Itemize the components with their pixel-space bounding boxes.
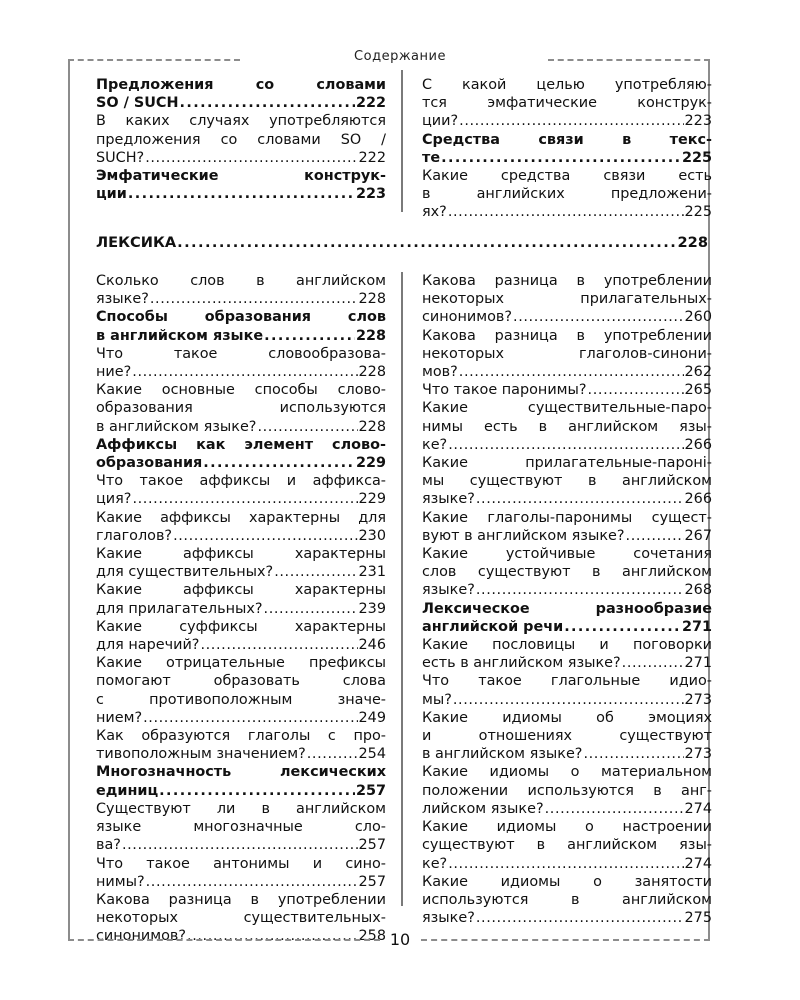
toc-entry-text: помогают образовать слова	[96, 673, 386, 690]
leader-dots	[264, 327, 355, 345]
toc-entry-text: те	[422, 149, 441, 166]
toc-entry-text: Многозначность лексических	[96, 764, 386, 781]
leader-dots	[622, 654, 684, 672]
leader-dots	[564, 618, 681, 636]
toc-page-number: 229	[355, 455, 386, 472]
toc-entry-text: Какие идиомы о материальном	[422, 764, 712, 781]
toc-entry-text: Какие идиомы о настроении	[422, 819, 712, 836]
toc-entry-text: Какова разница в употреблении	[422, 273, 712, 289]
running-header: Содержание	[354, 49, 446, 64]
toc-entry-last-line	[96, 185, 386, 203]
toc-entry-text: Какие основные способы слово-	[96, 382, 386, 399]
section-title: ЛЕКСИКА	[96, 234, 177, 251]
toc-entry-last-line	[422, 381, 712, 399]
toc-entry-text: есть в английском языке?	[422, 655, 621, 672]
toc-entry-text: языке многозначные сло-	[96, 819, 386, 836]
toc-entry[interactable]	[422, 272, 712, 327]
toc-entry-text: глаголов?	[96, 527, 173, 544]
toc-page-number: 257	[355, 782, 386, 799]
toc-entry-text: Способы образования слов	[96, 309, 386, 326]
toc-page-number: 225	[681, 149, 712, 166]
leader-dots	[274, 563, 357, 581]
toc-entry-text: языке?	[422, 582, 475, 599]
toc-entry-text: предложения со словами SO /	[96, 131, 386, 148]
toc-entry[interactable]	[422, 509, 712, 545]
toc-entry[interactable]	[96, 727, 386, 763]
leader-dots	[264, 600, 358, 618]
toc-entry-text: Какие существительные-паро-	[422, 400, 712, 417]
toc-entry-text: единиц	[96, 782, 159, 799]
leader-dots	[180, 94, 355, 112]
toc-entry-last-line	[422, 855, 712, 873]
toc-entry-text: синонимов?	[96, 928, 187, 945]
leader-dots	[476, 909, 684, 927]
toc-entry-last-line	[96, 149, 386, 167]
toc-page-number: 249	[358, 709, 386, 726]
toc-entry-last-line	[96, 527, 386, 545]
toc-page-number: 228	[355, 327, 386, 344]
toc-entry-text: слов существуют в английском	[422, 564, 712, 581]
toc-entry-last-line	[96, 836, 386, 854]
toc-entry-text: существуют в английском язы-	[422, 837, 712, 854]
toc-entry-text: Какие пословицы и поговорки	[422, 637, 712, 654]
toc-entry-text: Какие суффиксы характерны	[96, 618, 386, 635]
leader-dots	[132, 490, 357, 508]
toc-entry-text: в английском языке	[96, 327, 264, 344]
toc-entry-text: ции	[96, 186, 127, 203]
toc-entry-text: ке?	[422, 855, 448, 872]
column-divider-main	[401, 272, 403, 906]
toc-entry-last-line	[96, 490, 386, 508]
toc-entry-text: ция?	[96, 491, 132, 508]
toc-page-number: 225	[684, 204, 712, 221]
toc-entry-text: некоторых существительных-	[96, 910, 386, 927]
toc-entry-text: лийском языке?	[422, 800, 544, 817]
toc-entry-text: положении используются в анг-	[422, 782, 712, 799]
toc-entry[interactable]	[96, 345, 386, 381]
toc-entry-text: В каких случаях употребляются	[96, 113, 386, 130]
toc-entry[interactable]	[96, 509, 386, 545]
toc-entry-text: в английском языке?	[422, 746, 583, 763]
toc-entry-text: в английском языке?	[96, 418, 257, 435]
toc-entry-last-line	[422, 909, 712, 927]
toc-entry-text: мов?	[422, 364, 458, 381]
toc-entry-text: Какие идиомы о занятости	[422, 873, 712, 890]
toc-entry-last-line	[422, 745, 712, 763]
toc-entry[interactable]	[96, 800, 386, 855]
toc-entry-text: Что такое словообразова-	[96, 345, 386, 362]
toc-entry-text: для существительных?	[96, 564, 274, 581]
section-page: 228	[677, 234, 708, 251]
toc-page-number: 273	[684, 746, 712, 763]
leader-dots	[588, 381, 684, 399]
section-heading-lexika[interactable]	[96, 234, 708, 251]
leader-dots	[441, 149, 681, 167]
toc-page-number: 273	[684, 691, 712, 708]
toc-entry-text: Как образуются глаголы с про-	[96, 728, 386, 745]
page-number: 10	[389, 930, 411, 949]
leader-dots	[177, 234, 676, 251]
leader-dots	[453, 691, 684, 709]
toc-entry-last-line	[422, 654, 712, 672]
leader-dots	[448, 203, 684, 221]
toc-entry-last-line	[422, 203, 712, 221]
toc-entry-last-line	[96, 873, 386, 891]
leader-dots	[200, 636, 357, 654]
toc-entry-text: Что такое паронимы?	[422, 382, 587, 399]
toc-entry-text: тивоположным значением?	[96, 746, 306, 763]
toc-entry-last-line	[96, 782, 386, 800]
toc-entry[interactable]	[422, 763, 712, 818]
leader-dots	[145, 149, 357, 167]
toc-page-number: 257	[358, 873, 386, 890]
toc-page-number: 222	[355, 95, 386, 112]
toc-entry[interactable]	[96, 855, 386, 891]
toc-page-number: 275	[684, 910, 712, 927]
toc-entry[interactable]	[96, 112, 386, 167]
toc-top-left-column	[96, 76, 386, 203]
leader-dots	[476, 581, 684, 599]
toc-entry-text: вуют в английском языке?	[422, 527, 625, 544]
toc-entry-text: SO / SUCH	[96, 95, 179, 112]
toc-entry[interactable]	[422, 131, 712, 167]
toc-entry-text: нимы есть в английском язы-	[422, 418, 712, 435]
toc-entry-text: нимы?	[96, 873, 145, 890]
toc-entry-text: мы существуют в английском	[422, 473, 712, 490]
toc-entry[interactable]	[422, 76, 712, 131]
toc-entry[interactable]	[422, 600, 712, 636]
toc-entry[interactable]	[422, 545, 712, 600]
toc-entry-last-line	[96, 563, 386, 581]
leader-dots	[545, 800, 684, 818]
toc-entry-last-line	[422, 112, 712, 130]
toc-entry-text: некоторых прилагательных-	[422, 291, 712, 308]
toc-entry-text: Существуют ли в английском	[96, 800, 386, 817]
toc-page-number: 230	[358, 527, 386, 544]
toc-entry-text: с противоположным значе-	[96, 691, 386, 708]
toc-entry-last-line	[422, 618, 712, 636]
leader-dots	[448, 436, 683, 454]
toc-entry-text: для прилагательных?	[96, 600, 263, 617]
leader-dots	[122, 836, 358, 854]
toc-entry[interactable]	[96, 308, 386, 344]
toc-entry-text: Какие аффиксы характерны	[96, 546, 386, 563]
toc-page-number: 274	[684, 800, 712, 817]
toc-entry[interactable]	[422, 167, 712, 222]
toc-page-number: 271	[681, 618, 712, 635]
toc-entry[interactable]	[96, 581, 386, 617]
toc-entry-text: ва?	[96, 837, 121, 854]
toc-entry-text: Какие идиомы об эмоциях	[422, 709, 712, 726]
toc-entry-text: образования	[96, 455, 203, 472]
toc-entry[interactable]	[422, 636, 712, 672]
toc-entry[interactable]	[422, 399, 712, 454]
toc-entry-text: Какие прилагательные-пароні-	[422, 455, 712, 472]
toc-entry[interactable]	[96, 272, 386, 308]
toc-entry-text: Предложения со словами	[96, 77, 386, 93]
toc-entry-last-line	[422, 581, 712, 599]
toc-entry[interactable]	[422, 818, 712, 873]
toc-entry-last-line	[96, 290, 386, 308]
toc-entry-last-line	[96, 636, 386, 654]
leader-dots	[448, 855, 683, 873]
toc-page-number: 266	[684, 436, 712, 453]
leader-dots	[459, 363, 684, 381]
toc-page-number: 262	[684, 364, 712, 381]
toc-entry[interactable]	[422, 327, 712, 382]
toc-page-number: 265	[684, 382, 712, 399]
toc-entry-last-line	[96, 454, 386, 472]
toc-entry-last-line	[422, 691, 712, 709]
toc-entry-text: для наречий?	[96, 637, 200, 654]
leader-dots	[203, 454, 355, 472]
toc-entry-last-line	[422, 363, 712, 381]
toc-entry-last-line	[96, 327, 386, 345]
toc-entry[interactable]	[96, 618, 386, 654]
toc-entry[interactable]	[422, 381, 712, 399]
toc-page-number: 267	[684, 527, 712, 544]
leader-dots	[257, 418, 357, 436]
toc-entry[interactable]	[96, 436, 386, 472]
toc-entry-text: в английских предложени-	[422, 186, 712, 203]
leader-dots	[146, 873, 358, 891]
toc-entry-text: ции?	[422, 113, 459, 130]
toc-entry-last-line	[96, 600, 386, 618]
toc-entry-last-line	[422, 490, 712, 508]
toc-entry[interactable]	[96, 654, 386, 727]
toc-entry-text: Что такое аффиксы и аффикса-	[96, 473, 386, 490]
toc-entry[interactable]	[96, 472, 386, 508]
toc-page-number: 228	[358, 364, 386, 381]
toc-entry-text: С какой целью употребляю-	[422, 77, 712, 93]
toc-entry-text: и отношениях существуют	[422, 728, 712, 745]
toc-entry-text: Лексическое разнообразие	[422, 600, 712, 617]
toc-page-number: 223	[355, 186, 386, 203]
toc-right-column	[422, 272, 712, 927]
toc-entry-text: тся эмфатические конструк-	[422, 95, 712, 112]
toc-entry-text: Какова разница в употреблении	[422, 327, 712, 344]
toc-entry-text: английской речи	[422, 618, 564, 635]
toc-page-number: 223	[684, 113, 712, 130]
toc-entry-text: Какие устойчивые сочетания	[422, 546, 712, 563]
toc-entry-last-line	[422, 527, 712, 545]
toc-entry-text: Средства связи в текс-	[422, 131, 712, 148]
toc-entry-last-line	[422, 436, 712, 454]
leader-dots	[476, 490, 684, 508]
toc-entry-text: Что такое антонимы и сино-	[96, 855, 386, 872]
leader-dots	[583, 745, 683, 763]
toc-page-number: 239	[358, 600, 386, 617]
toc-entry-last-line	[422, 800, 712, 818]
toc-entry-last-line	[96, 94, 386, 112]
toc-page-number: 260	[684, 309, 712, 326]
toc-entry-text: языке?	[422, 491, 475, 508]
toc-entry-text: используются в английском	[422, 891, 712, 908]
toc-entry-text: Какие отрицательные префиксы	[96, 655, 386, 672]
toc-entry-text: нием?	[96, 709, 143, 726]
toc-page-number: 229	[358, 491, 386, 508]
toc-entry[interactable]	[422, 672, 712, 708]
leader-dots	[150, 290, 358, 308]
toc-entry-text: языке?	[422, 910, 475, 927]
leader-dots	[132, 363, 357, 381]
toc-entry-last-line	[96, 418, 386, 436]
toc-entry[interactable]	[422, 709, 712, 764]
column-divider-top	[401, 70, 403, 212]
toc-entry-text: Какие средства связи есть	[422, 168, 712, 185]
leader-dots	[459, 112, 683, 130]
toc-entry-text: Что такое глагольные идио-	[422, 673, 712, 690]
toc-page-number: 222	[358, 149, 386, 166]
toc-entry-text: мы?	[422, 691, 452, 708]
toc-left-column	[96, 272, 386, 946]
toc-entry-text: языке?	[96, 291, 149, 308]
toc-entry-text: Какие аффиксы характерны	[96, 582, 386, 599]
toc-entry[interactable]	[96, 76, 386, 112]
toc-page-number: 257	[358, 837, 386, 854]
toc-page-number: 228	[358, 291, 386, 308]
toc-entry-text: ние?	[96, 364, 132, 381]
toc-page-number: 231	[358, 564, 386, 581]
toc-page-number: 246	[358, 637, 386, 654]
toc-page-number: 274	[684, 855, 712, 872]
toc-entry-text: Какие аффиксы характерны для	[96, 509, 386, 526]
toc-entry-text: Сколько слов в английском	[96, 273, 386, 289]
toc-entry-text: SUCH?	[96, 149, 145, 166]
toc-entry[interactable]	[422, 873, 712, 928]
leader-dots	[143, 709, 357, 727]
toc-entry-text: ке?	[422, 436, 448, 453]
toc-page-number: 228	[358, 418, 386, 435]
toc-entry-text: образования используются	[96, 400, 386, 417]
toc-page-number: 268	[684, 582, 712, 599]
toc-entry[interactable]	[96, 167, 386, 203]
toc-page-number: 258	[358, 928, 386, 945]
toc-entry[interactable]	[96, 381, 386, 436]
toc-page-number: 271	[684, 655, 712, 672]
toc-top-right-column	[422, 76, 712, 222]
toc-entry-text: синонимов?	[422, 309, 513, 326]
toc-entry-last-line	[422, 149, 712, 167]
toc-page-number: 254	[358, 746, 386, 763]
leader-dots	[159, 782, 355, 800]
toc-entry-text: Какова разница в употреблении	[96, 891, 386, 908]
leader-dots	[173, 527, 357, 545]
toc-entry-last-line	[96, 363, 386, 381]
toc-entry-text: Какие глаголы-паронимы сущест-	[422, 509, 712, 526]
leader-dots	[307, 745, 358, 763]
leader-dots	[128, 185, 355, 203]
leader-dots	[626, 527, 684, 545]
toc-entry-text: ях?	[422, 204, 447, 221]
toc-entry[interactable]	[96, 545, 386, 581]
toc-entry-text: некоторых глаголов-синони-	[422, 345, 712, 362]
toc-entry-text: Аффиксы как элемент слово-	[96, 436, 386, 453]
toc-entry-text: Эмфатические конструк-	[96, 168, 386, 185]
toc-entry[interactable]	[422, 454, 712, 509]
toc-entry-last-line	[422, 308, 712, 326]
toc-entry-last-line	[96, 709, 386, 727]
toc-page-number: 266	[684, 491, 712, 508]
leader-dots	[513, 308, 684, 326]
toc-entry[interactable]	[96, 763, 386, 799]
toc-entry-last-line	[96, 745, 386, 763]
